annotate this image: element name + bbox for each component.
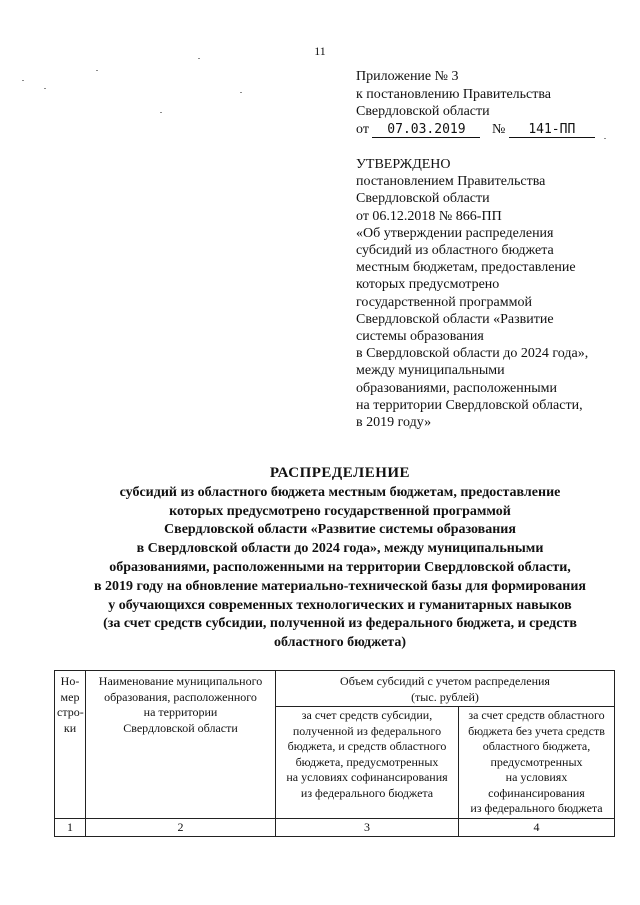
header-text: (тыс. рублей) [411,689,479,704]
document-title [60,464,620,653]
number-value: 141-ПП [509,122,595,138]
approved-heading: УТВЕРЖДЕНО [356,157,451,172]
approved-block [356,156,588,431]
header-text: полученной из федерального [292,723,442,738]
approved-line: системы образования [356,329,484,345]
header-text: бюджета, предусмотренных [295,754,439,769]
table-header-row [55,671,615,707]
header-text: за счет средств субсидии, [301,708,433,722]
header-text: предусмотренных [490,754,583,769]
column-numbering-row [55,818,615,837]
header-federal-funds [276,707,459,819]
scan-speck [22,80,24,81]
approved-line: образованиями, расположенными [356,380,558,396]
header-text: образования, расположенного [104,689,257,704]
document-title-line: в Свердловской области до 2024 года», между муниципальными [136,541,544,557]
header-text: за счет средств областного [468,708,605,722]
header-text: из федерального бюджета [470,801,603,815]
header-text: из федерального бюджета [300,785,434,800]
header-text: Объем субсидий с учетом распределения [340,674,550,688]
scan-speck [240,92,242,93]
scan-speck [198,58,200,59]
appendix-line: к постановлению Правительства [356,86,552,102]
header-municipality [86,671,276,819]
scan-speck [160,112,162,113]
approved-line: местным бюджетам, предоставление [356,260,576,276]
document-title-line: которых предусмотрено государственной программой [169,503,511,519]
document-title-line: областного бюджета) [273,635,407,651]
column-number: 4 [459,818,615,837]
document-title-line: Свердловской области «Развитие системы образования [164,522,516,538]
distribution-table [54,670,615,837]
approved-line: «Об утверждении распределения [356,225,554,241]
document-title-line: (за счет средств субсидии, полученной из федерального бюджета, и средств [103,616,577,632]
header-text: мер [60,689,80,704]
header-text: на условиях [505,770,568,784]
header-text: Наименование муниципального [98,674,263,688]
approved-line: субсидий из областного бюджета [356,243,554,259]
header-text: Свердловской области [123,720,238,735]
document-title-line: образованиями, расположенными на территории Свердловской области, [109,559,571,575]
number-prefix: № [491,121,506,137]
header-regional-funds [459,707,615,819]
document-title-line: у обучающихся современных технологических и гуманитарных навыков [108,597,572,613]
appendix-title: Приложение № 3 [356,69,459,84]
header-text: софинансирования [488,785,585,800]
document-title-line: в 2019 году на обновление материально-технической базы для формирования [94,578,586,594]
header-subsidy-volume [276,671,615,707]
header-text: на условиях софинансирования [286,770,448,784]
header-row-number [55,671,86,819]
header-text: на территории [143,705,218,719]
document-title-main: РАСПРЕДЕЛЕНИЕ [269,465,411,481]
approved-line: в Свердловской области до 2024 года», [356,346,589,362]
scan-speck [604,138,606,139]
header-text: бюджета без учета средств [468,723,605,738]
approved-line: которых предусмотрено [356,277,500,293]
approved-line: в 2019 году» [356,415,432,431]
approved-line: государственной программой [356,294,532,310]
approved-line: Свердловской области «Развитие [356,311,554,327]
approved-line: между муниципальными [356,363,505,379]
header-text: ки [63,720,77,735]
page-number: 11 [314,44,326,58]
header-text: бюджета, и средств областного [287,739,447,753]
scan-speck [44,88,46,89]
date-prefix: от [356,121,369,137]
appendix-line: Свердловской области [356,104,490,119]
approved-line: от 06.12.2018 № 866-ПП [356,208,502,224]
appendix-block [356,68,595,138]
header-text: стро- [57,705,84,719]
approved-line: Свердловской области [356,191,490,207]
column-number: 1 [55,818,86,837]
date-value: 07.03.2019 [372,122,480,138]
approved-line: постановлением Правительства [356,174,546,190]
header-text: областного бюджета, [482,739,591,753]
header-text: Но- [60,674,80,688]
document-title-line: субсидий из областного бюджета местным бюджетам, предоставление [119,484,561,500]
column-number: 2 [86,818,276,837]
appendix-date-line [356,121,595,139]
approved-line: на территории Свердловской области, [356,397,583,413]
column-number: 3 [276,818,459,837]
scan-speck [96,70,98,71]
